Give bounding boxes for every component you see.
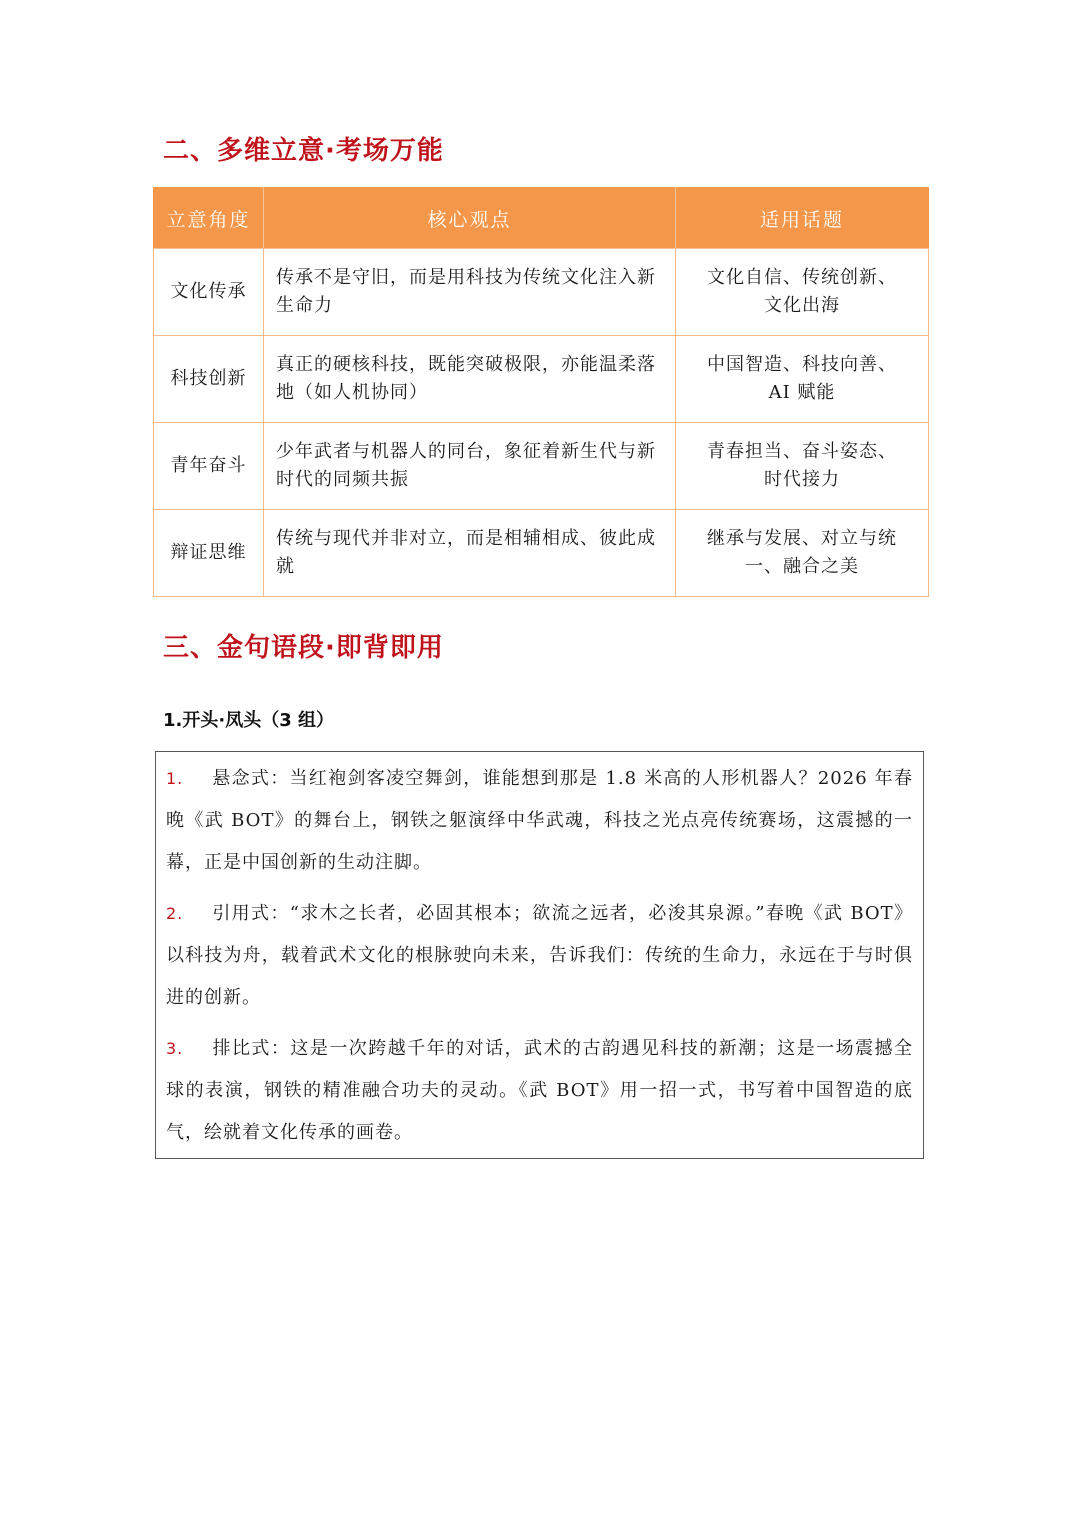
cell-core: 少年武者与机器人的同台，象征着新生代与新时代的同频共振 — [264, 423, 676, 510]
item-type: 悬念式： — [212, 768, 290, 789]
table-header-row — [154, 188, 929, 249]
openings-subheading: 1.开头·凤头（3 组） — [163, 710, 334, 731]
item-number: 3. — [166, 1039, 184, 1058]
item-text: “求木之长者，必固其根本；欲流之远者，必浚其泉源。”春晚《武 BOT》以科技为舟，载着武术文化的根脉驶向未来，告诉我们：传统的生命力，永远在于与时俱进的创新。 — [166, 903, 914, 1008]
cell-core: 真正的硬核科技，既能突破极限，亦能温柔落地（如人机协同） — [264, 336, 676, 423]
cell-core: 传统与现代并非对立，而是相辅相成、彼此成就 — [264, 510, 676, 597]
column-header-core: 核心观点 — [264, 188, 676, 249]
table-row — [154, 336, 929, 423]
cell-topics — [676, 423, 929, 510]
openings-box — [155, 751, 924, 1159]
cell-topics — [676, 336, 929, 423]
perspective-table — [153, 187, 929, 597]
topics-line: 文化出海 — [764, 295, 840, 316]
topics-line: AI 赋能 — [768, 382, 836, 403]
section-heading-perspectives: 二、多维立意·考场万能 — [163, 136, 444, 166]
table-row — [154, 510, 929, 597]
cell-angle: 科技创新 — [154, 336, 264, 423]
cell-angle: 辩证思维 — [154, 510, 264, 597]
column-header-angle: 立意角度 — [154, 188, 264, 249]
list-item — [166, 893, 913, 1019]
topics-line: 一、融合之美 — [745, 556, 859, 577]
topics-line: 中国智造、科技向善、 — [707, 354, 897, 375]
table-row — [154, 249, 929, 336]
topics-line: 青春担当、奋斗姿态、 — [707, 441, 897, 462]
item-type: 排比式： — [212, 1038, 291, 1059]
item-text: 当红袍剑客凌空舞剑，谁能想到那是 1.8 米高的人形机器人？2026 年春晚《武 BOT》的舞台上，钢铁之躯演绎中华武魂，科技之光点亮传统赛场，这震撼的一幕，正是中国创新的生动注脚。 — [166, 768, 913, 873]
item-type: 引用式： — [212, 903, 290, 924]
list-item — [166, 1028, 913, 1154]
topics-line: 继承与发展、对立与统 — [707, 528, 897, 549]
cell-topics — [676, 249, 929, 336]
item-number: 1. — [166, 769, 184, 788]
column-header-topics: 适用话题 — [676, 188, 929, 249]
section-heading-golden-sentences: 三、金句语段·即背即用 — [163, 633, 444, 663]
item-number: 2. — [166, 904, 184, 923]
item-text: 这是一次跨越千年的对话，武术的古韵遇见科技的新潮；这是一场震撼全球的表演，钢铁的精准融合功夫的灵动。《武 BOT》用一招一式，书写着中国智造的底气，绘就着文化传承的画卷。 — [166, 1038, 914, 1143]
list-item — [166, 758, 913, 884]
table-row — [154, 423, 929, 510]
cell-angle: 文化传承 — [154, 249, 264, 336]
topics-line: 文化自信、传统创新、 — [707, 267, 897, 288]
cell-angle: 青年奋斗 — [154, 423, 264, 510]
cell-core: 传承不是守旧，而是用科技为传统文化注入新生命力 — [264, 249, 676, 336]
cell-topics — [676, 510, 929, 597]
topics-line: 时代接力 — [764, 469, 840, 490]
